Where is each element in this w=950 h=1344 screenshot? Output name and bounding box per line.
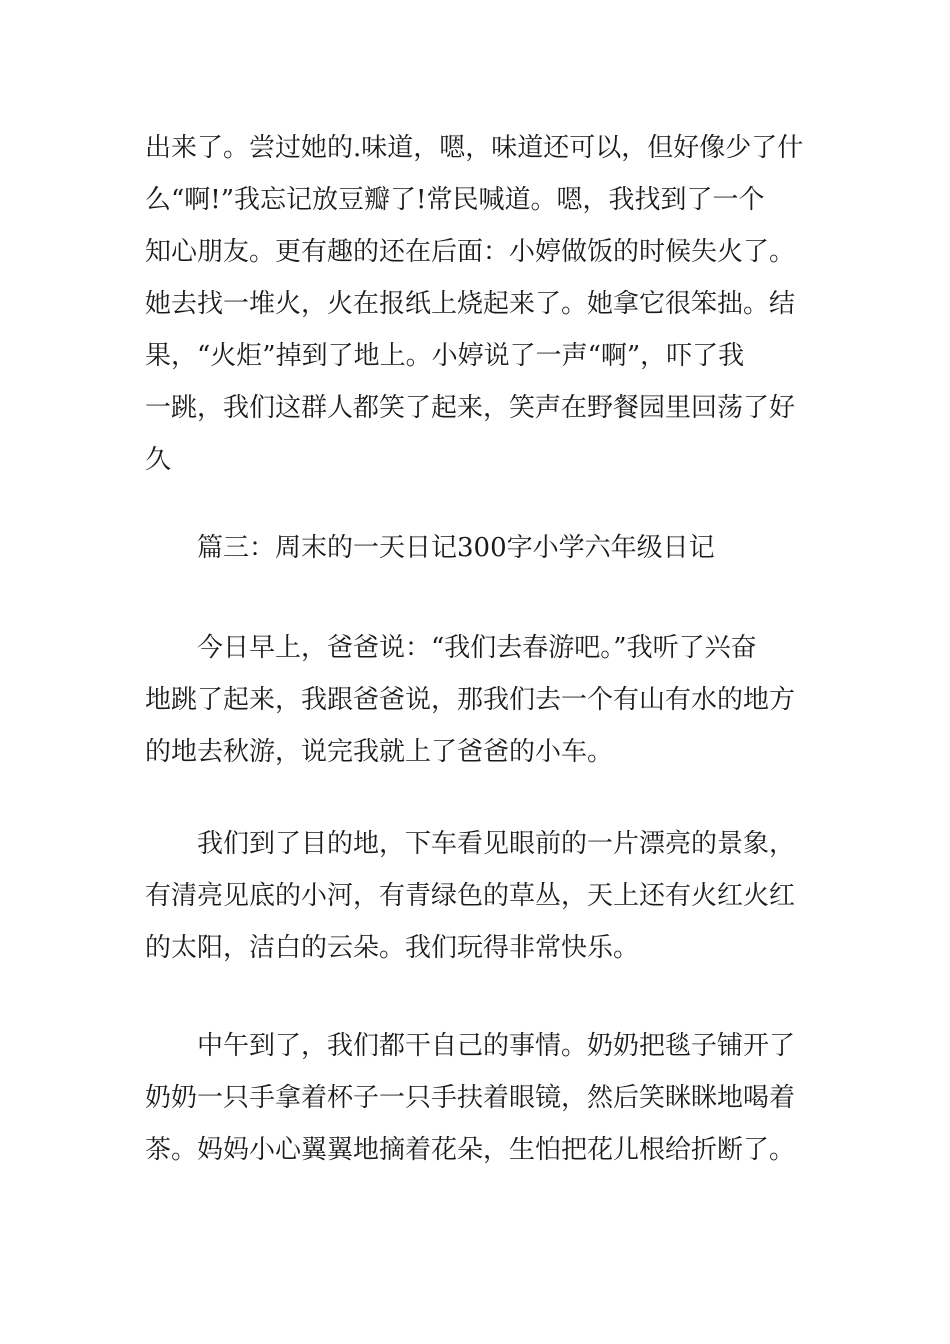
text-line: 的太阳，洁白的云朵。我们玩得非常快乐。 [145, 933, 640, 963]
paragraph-2 [145, 818, 810, 974]
text-line: 她去找一堆火，火在报纸上烧起来了。她拿它很笨拙。结 [145, 289, 796, 319]
section-heading-text: 篇三：周末的一天日记300字小学六年级日记 [197, 533, 715, 563]
text-line: 有清亮见底的小河，有青绿色的草丛，天上还有火红火红 [145, 881, 796, 911]
text-line: 知心朋友。更有趣的还在后面：小婷做饭的时候失火了。 [145, 237, 796, 267]
text-line: 奶奶一只手拿着杯子一只手扶着眼镜，然后笑眯眯地喝着 [145, 1083, 796, 1113]
paragraph-3 [145, 1020, 810, 1176]
text-line: 的地去秋游，说完我就上了爸爸的小车。 [145, 737, 614, 767]
text-line: 茶。妈妈小心翼翼地摘着花朵，生怕把花儿根给折断了。 [145, 1135, 796, 1165]
section-heading [145, 522, 810, 574]
text-line: 我们到了目的地，下车看见眼前的一片漂亮的景象， [197, 829, 796, 859]
text-line: 果，“火炬”掉到了地上。小婷说了一声“啊”，吓了我 [145, 341, 745, 371]
text-line: 地跳了起来，我跟爸爸说，那我们去一个有山有水的地方 [145, 685, 796, 715]
text-line: 中午到了，我们都干自己的事情。奶奶把毯子铺开了 [197, 1031, 796, 1061]
paragraph-1 [145, 622, 810, 778]
text-line: 一跳，我们这群人都笑了起来，笑声在野餐园里回荡了好 [145, 393, 796, 423]
text-line: 久 [145, 445, 172, 475]
text-line: 今日早上，爸爸说：“我们去春游吧。”我听了兴奋 [197, 633, 757, 663]
continuation-paragraph [145, 122, 810, 486]
text-line: 出来了。尝过她的.味道，嗯，味道还可以，但好像少了什 [145, 133, 804, 163]
text-line: 么“啊!”我忘记放豆瓣了!常民喊道。嗯，我找到了一个 [145, 185, 765, 215]
